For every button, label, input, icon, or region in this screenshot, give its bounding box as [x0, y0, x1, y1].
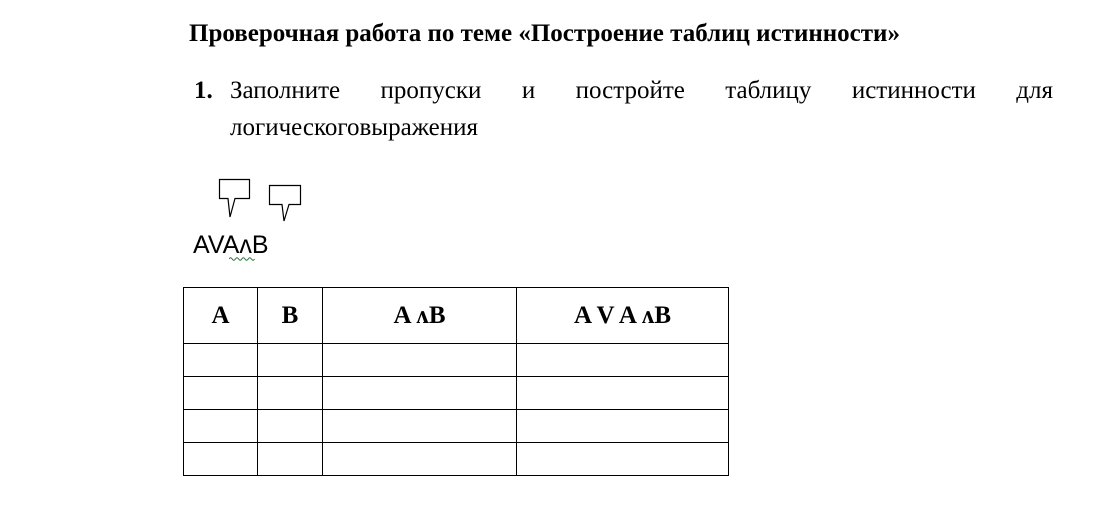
table-cell	[517, 344, 729, 377]
table-row	[184, 377, 729, 410]
table-cell	[184, 377, 258, 410]
callout-icon	[268, 184, 304, 224]
table-cell	[323, 443, 517, 476]
table-cell	[184, 443, 258, 476]
callout-icon	[218, 178, 252, 220]
table-cell	[323, 344, 517, 377]
table-cell	[258, 410, 323, 443]
task-number: 1.	[194, 77, 213, 104]
table-cell	[517, 410, 729, 443]
truth-table	[183, 287, 729, 476]
table-cell	[258, 443, 323, 476]
task-word: пропуски	[380, 77, 482, 104]
task-word: для	[1016, 77, 1053, 104]
table-cell	[184, 344, 258, 377]
task-text-line-1	[230, 75, 1053, 107]
column-header-a-and-b: A ʌB	[323, 288, 517, 344]
task-word: истинности	[851, 77, 976, 104]
table-row	[184, 443, 729, 476]
table-header-row	[184, 288, 729, 344]
page-title: Проверочная работа по теме «Построение таблиц истинности»	[189, 20, 900, 47]
spellcheck-underline	[229, 256, 255, 262]
table-cell	[184, 410, 258, 443]
table-cell	[323, 410, 517, 443]
table-cell	[517, 443, 729, 476]
task-word: Заполните	[230, 77, 341, 104]
table-cell	[517, 377, 729, 410]
table-cell	[258, 377, 323, 410]
table-cell	[258, 344, 323, 377]
task-word: и	[521, 77, 536, 104]
table-cell	[323, 377, 517, 410]
column-header-a: A	[184, 288, 258, 344]
task-word: таблицу	[725, 77, 812, 104]
logical-expression: AVAʌB	[193, 231, 269, 259]
column-header-b: B	[258, 288, 323, 344]
column-header-a-or-a-and-b: A V A ʌB	[517, 288, 729, 344]
table-row	[184, 410, 729, 443]
task-text-line-2: логическоговыражения	[230, 114, 478, 141]
table-row	[184, 344, 729, 377]
task-word: постройте	[575, 77, 685, 104]
